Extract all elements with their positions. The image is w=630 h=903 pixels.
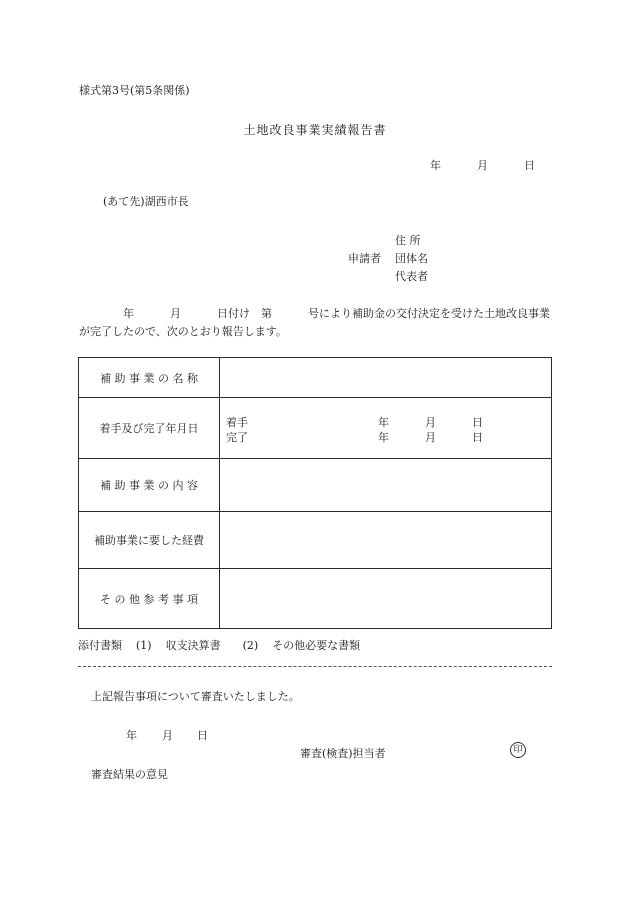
start-month: 月 bbox=[425, 416, 436, 429]
table-row bbox=[79, 512, 552, 569]
attachment-1: 収支決算書 bbox=[165, 639, 221, 652]
table-row bbox=[79, 358, 552, 398]
other-notes-field[interactable] bbox=[220, 569, 552, 629]
addressee: (あて先)湖西市長 bbox=[103, 195, 189, 208]
date-month-label: 月 bbox=[477, 159, 488, 172]
row-label-expenses: 補助事業に要した経費 bbox=[79, 512, 220, 569]
period-field[interactable] bbox=[220, 398, 552, 459]
review-month-label: 月 bbox=[162, 729, 173, 742]
report-table bbox=[78, 357, 552, 629]
body-dated: 日付け bbox=[217, 307, 250, 320]
attachments-line bbox=[78, 637, 360, 653]
row-label-project-name: 補 助 事 業 の 名 称 bbox=[79, 358, 220, 398]
document-title: 土地改良事業実績報告書 bbox=[243, 123, 387, 137]
project-name-field[interactable] bbox=[220, 358, 552, 398]
project-content-field[interactable] bbox=[220, 459, 552, 512]
seal-mark-icon: 印 bbox=[510, 742, 526, 758]
end-month: 月 bbox=[425, 431, 436, 444]
report-body-text bbox=[79, 305, 559, 341]
section-divider bbox=[78, 666, 552, 667]
start-day: 日 bbox=[472, 416, 483, 429]
body-year: 年 bbox=[123, 307, 134, 320]
review-year-label: 年 bbox=[126, 729, 137, 742]
table-row bbox=[79, 569, 552, 629]
attachment-1-number: (1) bbox=[136, 639, 152, 652]
body-text-rest: 号により補助金の交付決定を受けた土地改良事業が完了したので、次のとおり報告します。 bbox=[79, 307, 550, 338]
body-number-prefix: 第 bbox=[261, 307, 272, 320]
attachments-label: 添付書類 bbox=[78, 639, 122, 652]
row-label-period: 着手及び完了年月日 bbox=[79, 398, 220, 459]
date-year-label: 年 bbox=[430, 159, 441, 172]
end-year: 年 bbox=[378, 431, 389, 444]
review-statement: 上記報告事項について審査いたしました。 bbox=[91, 690, 300, 703]
start-label: 着手 bbox=[226, 416, 248, 429]
review-opinion-label: 審査結果の意見 bbox=[91, 768, 168, 781]
representative-label: 代表者 bbox=[395, 270, 428, 283]
body-month: 月 bbox=[170, 307, 181, 320]
table-row bbox=[79, 459, 552, 512]
table-row bbox=[79, 398, 552, 459]
group-name-label: 団体名 bbox=[395, 252, 428, 265]
row-label-other-notes: そ の 他 参 考 事 項 bbox=[79, 569, 220, 629]
start-year: 年 bbox=[378, 416, 389, 429]
form-number: 様式第3号(第5条関係) bbox=[79, 84, 190, 97]
review-day-label: 日 bbox=[197, 729, 208, 742]
end-day: 日 bbox=[472, 431, 483, 444]
date-day-label: 日 bbox=[524, 159, 535, 172]
row-label-project-content: 補 助 事 業 の 内 容 bbox=[79, 459, 220, 512]
applicant-label: 申請者 bbox=[348, 252, 381, 265]
inspector-label: 審査(検査)担当者 bbox=[300, 747, 386, 760]
attachment-2-number: (2) bbox=[242, 639, 259, 652]
end-label: 完了 bbox=[226, 431, 248, 444]
attachment-2: その他必要な書類 bbox=[272, 639, 361, 652]
expenses-field[interactable] bbox=[220, 512, 552, 569]
address-label: 住 所 bbox=[395, 234, 421, 247]
